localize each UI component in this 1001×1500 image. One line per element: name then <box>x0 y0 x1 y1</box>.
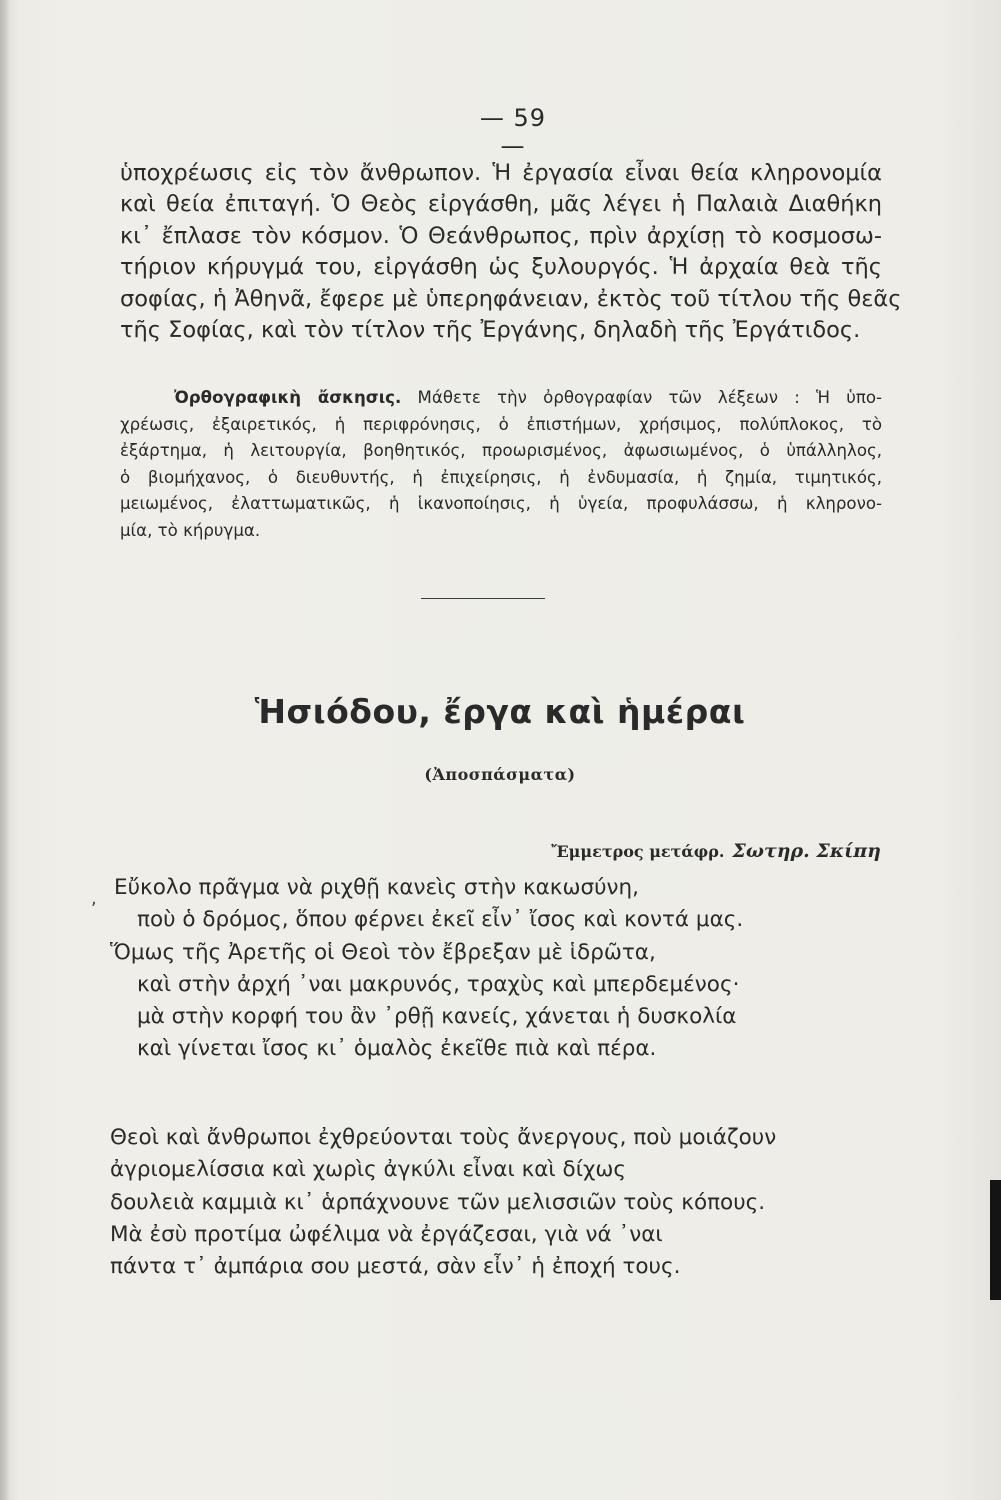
translator-name: Σωτηρ. Σκίπη <box>732 840 881 862</box>
verse-line: πάντα τ᾽ ἀμπάρια σου μεστά, σὰν εἶν᾽ ἡ ἐποχή τους. <box>110 1254 681 1280</box>
poem-stanza-2 <box>110 1122 776 1283</box>
poem-stanza-1 <box>110 872 743 1066</box>
margin-mark: , <box>91 888 97 909</box>
page-edge-shadow <box>0 0 10 1500</box>
prose-line: τήριον κήρυγμά του, εἰργάσθη ὡς ξυλουργός. Ἡ ἀρχαία θεὰ τῆς <box>120 254 882 281</box>
exercise-line <box>120 385 882 412</box>
verse-line: μὰ στὴν κορφή του ἂν ᾽ρθῇ κανείς, χάνεται ἡ δυσκολία <box>137 1004 737 1030</box>
verse-line: Εὔκολο πρᾶγμα νὰ ριχθῇ κανεὶς στὴν κακωσύνη, <box>114 875 640 900</box>
verse-line: Θεοὶ καὶ ἄνθρωποι ἐχθρεύονται τοὺς ἄνεργους, ποὺ μοιάζουν <box>110 1125 777 1150</box>
exercise-line: ὁ βιομήχανος, ὁ διευθυντής, ἡ ἐπιχείρησις, ἡ ἐνδυμασία, ἡ ζημία, τιμητικός, <box>120 467 882 487</box>
page-tab-marker <box>990 1180 1001 1300</box>
prose-line: καὶ θεία ἐπιταγή. Ὁ Θεὸς εἰργάσθη, μᾶς λέγει ἡ Παλαιὰ Διαθήκη <box>120 191 882 218</box>
poem-subtitle: (Ἀποσπάσματα) <box>424 765 576 784</box>
exercise-line: ἐξάρτημα, ἡ λειτουργία, βοηθητικός, προωρισμένος, ἀφωσιωμένος, ὁ ὑπάλληλος, <box>120 441 882 460</box>
verse-line: ποὺ ὁ δρόμος, ὅπου φέρνει ἐκεῖ εἶν᾽ ἴσος καὶ κοντά μας. <box>137 907 744 933</box>
verse-line: ἀγριομελίσσια καὶ χωρὶς ἀγκύλι εἶναι καὶ δίχως <box>110 1157 627 1183</box>
exercise-label: Ὀρθογραφικὴ ἄσκησις. <box>174 388 402 407</box>
verse-line: καὶ γίνεται ἴσος κι᾽ ὁμαλὸς ἐκεῖθε πιὰ καὶ πέρα. <box>137 1036 657 1062</box>
translator-credit <box>551 840 881 862</box>
prose-line: ὑποχρέωσις εἰς τὸν ἄνθρωπον. Ἡ ἐργασία εἶναι θεία κληρονομία <box>120 160 882 186</box>
exercise-line: μία, τὸ κήρυγμα. <box>120 520 261 540</box>
page-number: — 59 — <box>479 104 547 160</box>
credit-label: Ἔμμετρος μετάφρ. <box>551 842 725 861</box>
poem-title: Ἡσιόδου, ἔργα καὶ ἡμέραι <box>254 692 746 731</box>
prose-line: κι᾽ ἔπλασε τὸν κόσμον. Ὁ Θεάνθρωπος, πρὶν ἀρχίσῃ τὸ κοσμοσω- <box>120 222 882 249</box>
orthography-exercise <box>120 385 882 544</box>
verse-line: καὶ στὴν ἀρχή ᾽ναι μακρυνός, τραχὺς καὶ μπερδεμένος· <box>137 971 740 997</box>
prose-paragraph <box>120 158 902 346</box>
verse-line: Μὰ ἐσὺ προτίμα ὠφέλιμα νὰ ἐργάζεσαι, γιὰ νά ᾽ναι <box>110 1221 663 1247</box>
verse-line: Ὅμως τῆς Ἀρετῆς οἱ Θεοὶ τὸν ἔβρεξαν μὲ ἱδρῶτα, <box>110 939 656 965</box>
prose-line: σοφίας, ἡ Ἀθηνᾶ, ἔφερε μὲ ὑπερηφάνειαν, ἐκτὸς τοῦ τίτλου τῆς θεᾶς <box>120 285 902 312</box>
verse-line: δουλειὰ καμμιὰ κι᾽ ἁρπάχνουνε τῶν μελισσιῶν τοὺς κόπους. <box>110 1189 766 1215</box>
prose-line: τῆς Σοφίας, καὶ τὸν τίτλον τῆς Ἐργάνης, δηλαδὴ τῆς Ἐργάτιδος. <box>120 317 861 344</box>
exercise-line: μειωμένος, ἐλαττωματικῶς, ἡ ἱκανοποίησις, ἡ ὑγεία, προφυλάσσω, ἡ κληρονο- <box>120 494 882 513</box>
exercise-instruction: Μάθετε τὴν ὀρθογραφίαν τῶν λέξεων : Ἡ ὑπο- <box>401 388 882 407</box>
exercise-line: χρέωσις, ἐξαιρετικός, ἡ περιφρόνησις, ὁ ἐπιστήμων, χρήσιμος, πολύπλοκος, τὸ <box>120 414 882 434</box>
section-divider <box>421 598 545 599</box>
